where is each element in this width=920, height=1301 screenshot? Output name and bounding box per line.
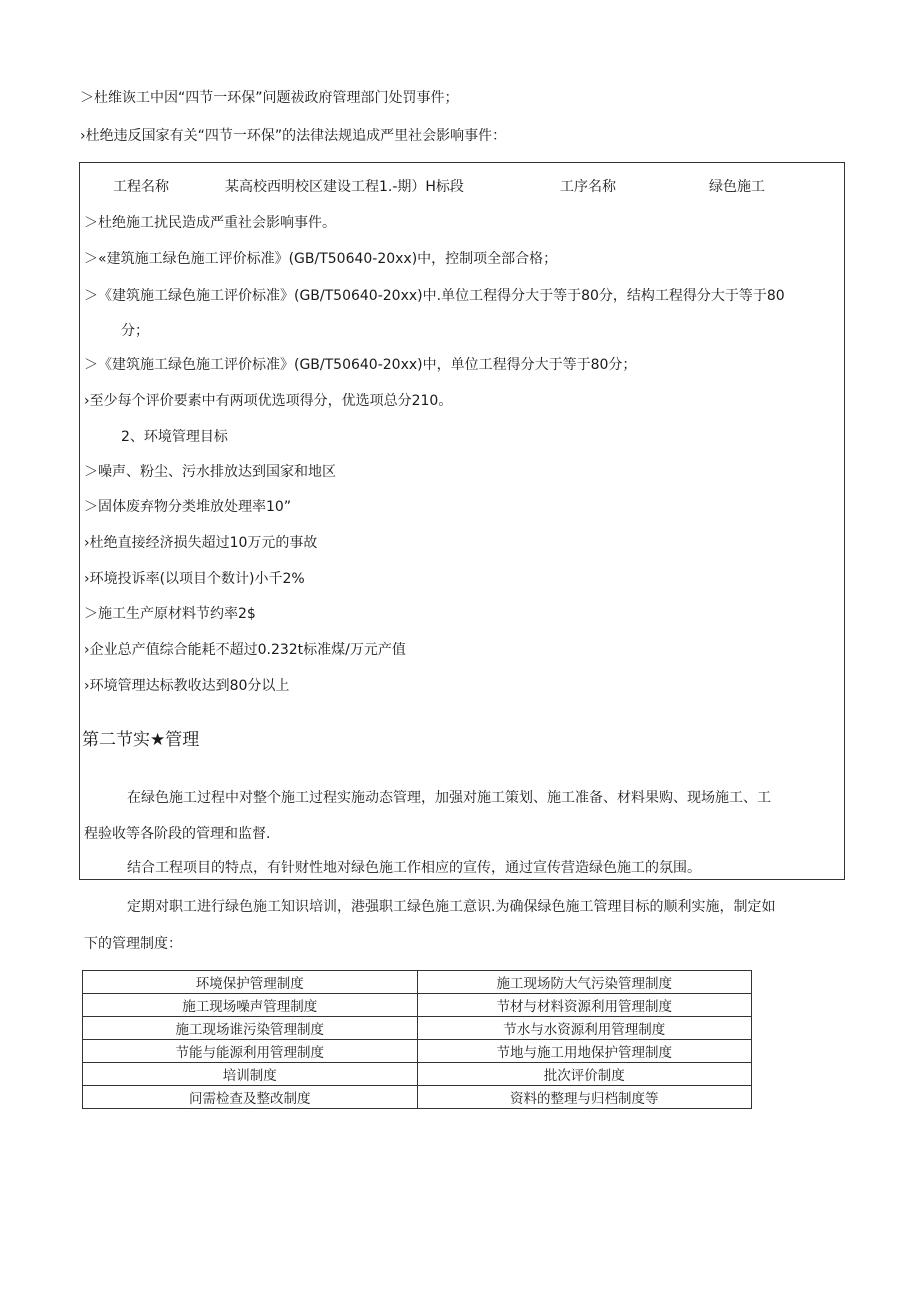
paragraph: 下的管理制度： xyxy=(84,936,182,952)
env-line: ›环境管理达标教收达到80分以上 xyxy=(84,678,290,694)
goal-line: ＞杜绝施工扰民造成严重社会影响事件。 xyxy=(84,215,336,231)
table-cell: 问需检查及整改制度 xyxy=(83,1086,418,1109)
env-line: ›杜绝直接经济损失超过10万元的事故 xyxy=(84,535,318,551)
table-cell: 施工现场防大气污染管理制度 xyxy=(417,971,752,994)
table-row xyxy=(83,1017,752,1040)
table-cell: 节能与能源利用管理制度 xyxy=(83,1040,418,1063)
table-row xyxy=(83,1063,752,1086)
table-cell: 施工现场噪声管理制度 xyxy=(83,994,418,1017)
table-cell: 节地与施工用地保护管理制度 xyxy=(417,1040,752,1063)
table-cell: 环境保护管理制度 xyxy=(83,971,418,994)
table-cell: 培训制度 xyxy=(83,1063,418,1086)
env-line: ›环境投诉率(以项目个数计)小千2% xyxy=(84,571,305,587)
process-label: 工序名称 xyxy=(560,179,616,195)
goal-line: 分； xyxy=(121,323,149,339)
management-system-table xyxy=(82,970,752,1109)
table-cell: 节水与水资源利用管理制度 xyxy=(417,1017,752,1040)
table-cell: 资料的整理与归档制度等 xyxy=(417,1086,752,1109)
top-line-1: ＞杜维诙工中因“四节一环保”问题祓政府管理部门处罚事件； xyxy=(80,90,459,106)
goal-line: ＞《建筑施工绿色施工评价标准》(GB/T50640-20xx)中，单位工程得分大于等于80分； xyxy=(84,357,637,373)
table-cell: 批次评价制度 xyxy=(417,1063,752,1086)
paragraph: 程验收等各阶段的管理和监督. xyxy=(84,826,271,842)
paragraph: 定期对职工进行绿色施工知识培训，港强职工绿色施工意识.为确保绿色施工管理目标的顺利实施，制定如 xyxy=(127,899,776,915)
paragraph: 在绿色施工过程中对整个施工过程实施动态管理，加强对施工策划、施工准备、材料果购、现场施工、工 xyxy=(127,790,771,806)
goal-line: ›至少每个评价要素中有两项优选项得分，优选项总分210。 xyxy=(84,393,453,409)
content-box xyxy=(79,162,845,880)
goal-line: ＞《建筑施工绿色施工评价标准》(GB/T50640-20xx)中.单位工程得分大于等于80分，结构工程得分大于等于80 xyxy=(84,288,785,304)
table-row xyxy=(83,971,752,994)
goal-line: ＞«建筑施工绿色施工评价标准》(GB/T50640-20xx)中，控制项全部合格； xyxy=(84,251,558,267)
env-line: ＞施工生产原材料节约率2$ xyxy=(84,606,256,622)
env-line: ＞固体废弃物分类堆放处理率10” xyxy=(84,499,292,515)
env-line: ＞噪声、粉尘、污水排放达到国家和地区 xyxy=(84,464,336,480)
table-row xyxy=(83,1086,752,1109)
top-line-2: ›杜绝违反国家有关“四节一环保”的法律法规追成严里社会影响事件： xyxy=(80,128,507,144)
project-label: 工程名称 xyxy=(113,179,169,195)
env-line: ›企业总产值综合能耗不超过0.232t标准煤/万元产值 xyxy=(84,642,406,658)
table-cell: 施工现场谁污染管理制度 xyxy=(83,1017,418,1040)
table-row xyxy=(83,994,752,1017)
process-value: 绿色施工 xyxy=(709,179,765,195)
table-row xyxy=(83,1040,752,1063)
paragraph: 结合工程项目的特点，有针财性地对绿色施工作相应的宣传，通过宣传营造绿色施工的氛围。 xyxy=(127,860,701,876)
subheading: 2、环境管理目标 xyxy=(121,429,228,445)
project-value: 某高校西明校区建设工程1.-期）H标段 xyxy=(225,179,464,195)
section-title: 第二节实★管理 xyxy=(82,730,200,750)
table-cell: 节材与材料资源利用管理制度 xyxy=(417,994,752,1017)
